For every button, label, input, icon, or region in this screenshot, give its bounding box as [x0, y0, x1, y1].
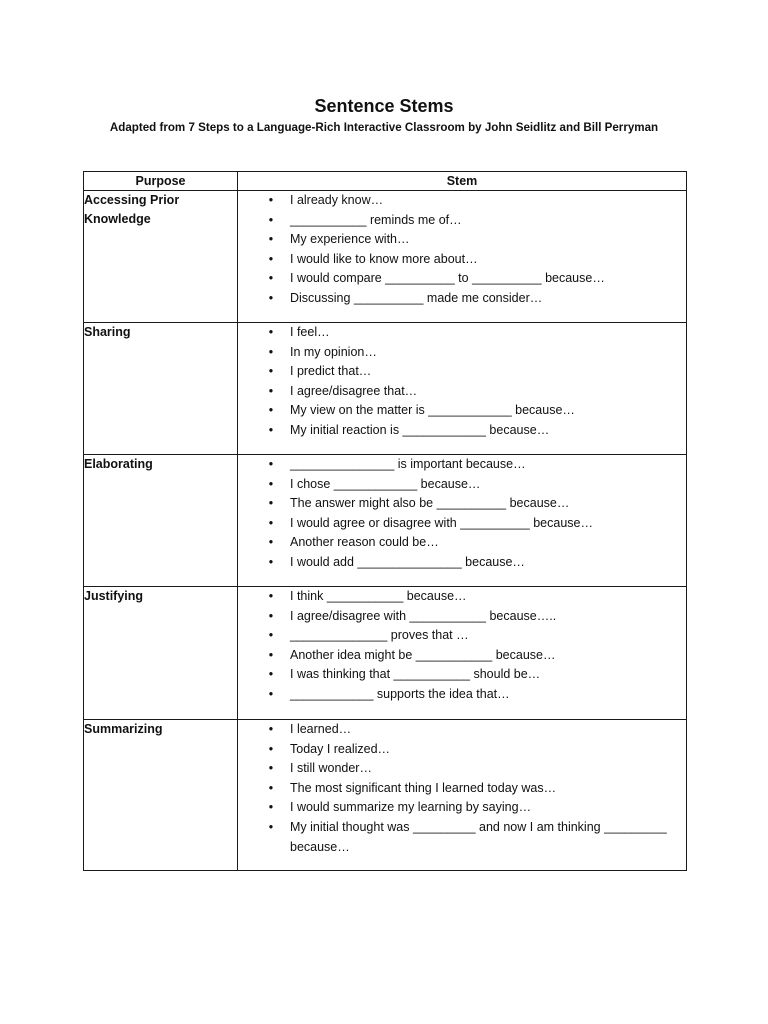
stem-item: [238, 382, 686, 402]
stem-item: [238, 289, 686, 309]
stem-text: I already know…: [290, 193, 384, 207]
stem-item: [238, 626, 686, 646]
stem-item: [238, 401, 686, 421]
bullet-icon: •: [268, 608, 274, 623]
stem-list: [238, 720, 686, 857]
stem-cell: [238, 455, 687, 587]
bullet-icon: •: [268, 515, 274, 530]
bullet-icon: •: [268, 457, 274, 471]
stem-text: My experience with…: [290, 232, 410, 247]
stem-item: [238, 211, 686, 231]
stem-cell: [238, 720, 687, 871]
document-subtitle: Adapted from 7 Steps to a Language-Rich Interactive Classroom by John Seidlitz and Bill Perryman: [109, 121, 659, 134]
table-header-row: [84, 172, 687, 191]
stem-text: I would agree or disagree with __________ because…: [290, 515, 593, 530]
stem-item: [238, 191, 686, 211]
stem-item: [238, 343, 686, 363]
stem-cell: [238, 191, 687, 323]
bullet-icon: •: [268, 741, 274, 756]
stem-list: [238, 587, 686, 705]
stem-column-header: Stem: [238, 172, 687, 191]
stem-text: In my opinion…: [290, 344, 377, 359]
purpose-cell: Sharing: [84, 323, 238, 455]
stem-text: ___________ reminds me of…: [290, 212, 462, 227]
bullet-icon: •: [268, 589, 274, 603]
stem-text: I learned…: [290, 722, 352, 736]
stem-text: Discussing __________ made me consider…: [290, 290, 543, 305]
bullet-icon: •: [268, 667, 274, 682]
stem-text: My initial thought was _________ and now I am thinking _________ because…: [290, 819, 667, 854]
purpose-cell: Summarizing: [84, 720, 238, 871]
stem-text: Another reason could be…: [290, 535, 439, 550]
stem-item: [238, 685, 686, 705]
stem-cell: [238, 587, 687, 720]
stem-item: [238, 269, 686, 289]
stem-item: [238, 455, 686, 475]
stem-text: ______________ proves that …: [290, 628, 469, 643]
stem-item: [238, 553, 686, 573]
stem-text: I chose ____________ because…: [290, 476, 481, 491]
stem-text: I still wonder…: [290, 761, 372, 776]
stem-item: [238, 740, 686, 760]
stem-item: [238, 533, 686, 553]
stem-item: [238, 818, 686, 857]
stem-text: _______________ is important because…: [290, 457, 526, 471]
stem-text: I would like to know more about…: [290, 251, 478, 266]
bullet-icon: •: [268, 554, 274, 569]
bullet-icon: •: [268, 647, 274, 662]
stem-item: [238, 607, 686, 627]
stem-item: [238, 587, 686, 607]
bullet-icon: •: [268, 193, 274, 207]
table-row: [84, 587, 687, 720]
purpose-cell: Elaborating: [84, 455, 238, 587]
stem-item: [238, 475, 686, 495]
bullet-icon: •: [268, 403, 274, 418]
table-row: [84, 323, 687, 455]
bullet-icon: •: [268, 344, 274, 359]
bullet-icon: •: [268, 251, 274, 266]
stem-list: [238, 191, 686, 309]
stem-text: ____________ supports the idea that…: [290, 686, 510, 701]
stem-item: [238, 798, 686, 818]
stem-text: I would summarize my learning by saying…: [290, 800, 532, 815]
stem-item: [238, 362, 686, 382]
stem-text: I agree/disagree with ___________ because…..: [290, 608, 557, 623]
stem-item: [238, 514, 686, 534]
stem-item: [238, 323, 686, 343]
bullet-icon: •: [268, 800, 274, 815]
stem-text: My initial reaction is ____________ because…: [290, 422, 550, 437]
stem-text: I agree/disagree that…: [290, 383, 418, 398]
stem-text: Another idea might be ___________ because…: [290, 647, 556, 662]
bullet-icon: •: [268, 819, 274, 834]
stem-item: [238, 665, 686, 685]
stem-item: [238, 230, 686, 250]
table-row: [84, 455, 687, 587]
table-row: [84, 720, 687, 871]
stem-text: The most significant thing I learned today was…: [290, 780, 557, 795]
stem-text: Today I realized…: [290, 741, 391, 756]
bullet-icon: •: [268, 628, 274, 643]
stem-item: [238, 646, 686, 666]
bullet-icon: •: [268, 535, 274, 550]
stem-text: I predict that…: [290, 364, 372, 379]
stem-item: [238, 759, 686, 779]
stem-text: I would compare __________ to __________ because…: [290, 271, 605, 286]
stem-list: [238, 323, 686, 441]
stem-cell: [238, 323, 687, 455]
purpose-cell: Accessing Prior Knowledge: [84, 191, 238, 323]
bullet-icon: •: [268, 496, 274, 511]
stem-item: [238, 720, 686, 740]
bullet-icon: •: [268, 476, 274, 491]
bullet-icon: •: [268, 780, 274, 795]
bullet-icon: •: [268, 290, 274, 305]
bullet-icon: •: [268, 383, 274, 398]
stem-text: I think ___________ because…: [290, 589, 467, 603]
stem-text: My view on the matter is ____________ because…: [290, 403, 575, 418]
stem-item: [238, 250, 686, 270]
purpose-column-header: Purpose: [84, 172, 238, 191]
bullet-icon: •: [268, 325, 274, 339]
stem-item: [238, 421, 686, 441]
stem-item: [238, 779, 686, 799]
stem-text: The answer might also be __________ because…: [290, 496, 570, 511]
stem-text: I was thinking that ___________ should be…: [290, 667, 541, 682]
bullet-icon: •: [268, 422, 274, 437]
bullet-icon: •: [268, 271, 274, 286]
bullet-icon: •: [268, 232, 274, 247]
bullet-icon: •: [268, 686, 274, 701]
stem-item: [238, 494, 686, 514]
sentence-stems-table: [83, 171, 687, 871]
stem-text: I feel…: [290, 325, 330, 339]
purpose-cell: Justifying: [84, 587, 238, 720]
stem-text: I would add _______________ because…: [290, 554, 525, 569]
bullet-icon: •: [268, 761, 274, 776]
stem-list: [238, 455, 686, 573]
bullet-icon: •: [268, 722, 274, 736]
table-row: [84, 191, 687, 323]
document-title: Sentence Stems: [314, 96, 454, 116]
bullet-icon: •: [268, 364, 274, 379]
bullet-icon: •: [268, 212, 274, 227]
